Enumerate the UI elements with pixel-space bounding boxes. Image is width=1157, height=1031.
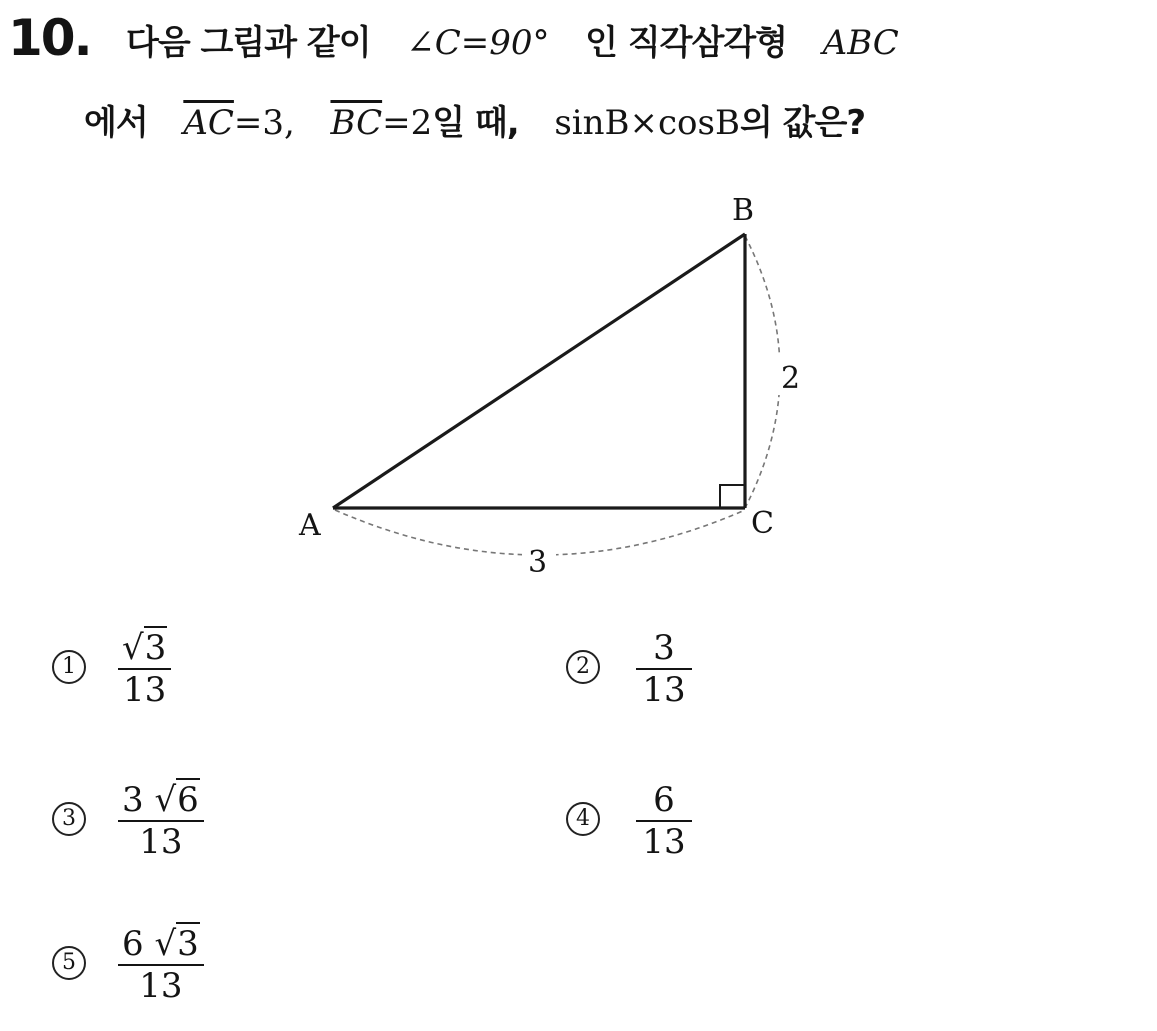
choice-5-coefficient: 6 [122,924,144,964]
choice-3-denominator: 13 [139,822,183,862]
choice-marker-3: 3 [52,802,86,836]
choice-marker-1: 1 [52,650,86,684]
choice-5-numerator: 6 √3 [122,924,199,964]
choice-3[interactable] [52,780,272,860]
segment-bc: $\overline{BC}$ [330,103,383,143]
choice-3-fraction [118,780,204,862]
segment-bc-value: =2 [382,103,433,143]
choice-5[interactable] [52,924,272,1004]
choice-marker-4: 4 [566,802,600,836]
right-angle-marker [720,485,745,508]
vertex-label-a: A [299,508,321,543]
choice-1-radicand: 3 [144,628,167,668]
question-number: 10. [8,9,91,67]
question-text-intro: 다음 그림과 같이 [126,23,371,63]
question-text-right-triangle: 인 직각삼각형 [585,23,788,63]
choice-1-fraction [118,628,171,710]
question-text-where: 에서 [84,103,148,143]
choice-2[interactable] [566,628,766,708]
vertex-label-c: C [751,506,774,541]
vertex-label-b: B [732,193,755,228]
segment-ac-value: =3, [233,103,295,143]
choice-4[interactable] [566,780,766,860]
choice-5-radicand: 3 [177,924,199,964]
side-ab [333,234,745,508]
choice-4-denominator: 13 [642,822,686,862]
choice-1[interactable] [52,628,252,708]
choice-3-coefficient: 3 [122,780,144,820]
target-expression: sinB×cosB [554,103,740,143]
question-text-when: 일 때, [432,103,519,143]
choice-1-numerator: √3 [122,628,167,668]
choice-3-numerator: 3 √6 [122,780,199,820]
triangle-name: ABC [822,23,899,63]
side-bc-length: 2 [781,361,801,396]
choice-1-denominator: 13 [123,670,167,710]
choice-4-numerator: 6 [653,780,675,820]
question-text-value: 의 값은? [739,103,866,143]
choice-4-fraction [636,780,692,862]
choice-2-denominator: 13 [642,670,686,710]
choice-3-radicand: 6 [177,780,199,820]
angle-condition: ∠C=90° [406,23,550,63]
choice-marker-2: 2 [566,650,600,684]
side-bc-dimension-arc [745,236,780,508]
choice-5-denominator: 13 [139,966,183,1006]
choice-2-fraction [636,628,692,710]
side-ac-length: 3 [528,545,548,580]
choice-marker-5: 5 [52,946,86,980]
choice-2-numerator: 3 [653,628,675,668]
segment-ac: $\overline{AC}$ [183,103,234,143]
choice-5-fraction [118,924,204,1006]
